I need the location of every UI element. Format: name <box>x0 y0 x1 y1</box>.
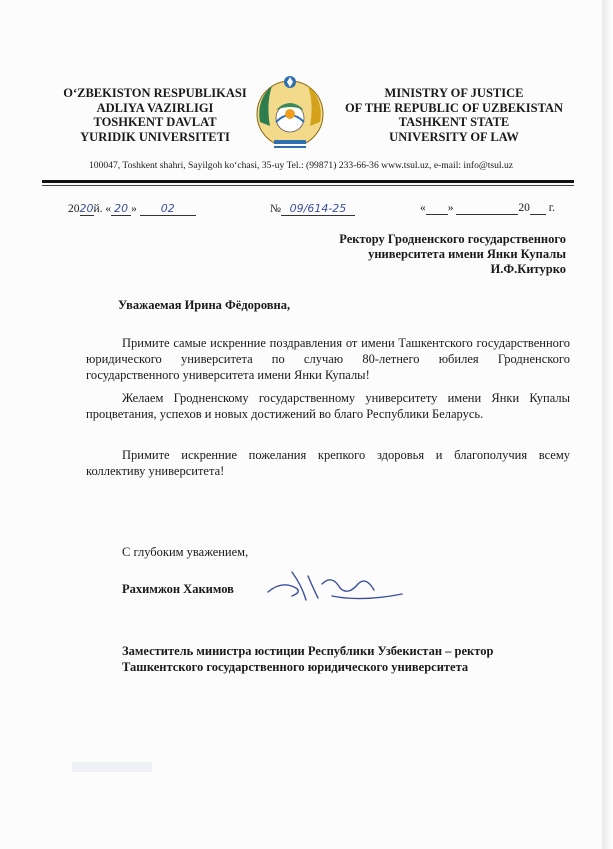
header-right-line: MINISTRY OF JUSTICE <box>384 86 524 100</box>
header-left-line: TOSHKENT DAVLAT <box>93 115 217 129</box>
body-paragraph <box>86 335 570 384</box>
number-hand: 09/614-25 <box>281 202 355 216</box>
incoming-open-quote: « <box>420 202 426 214</box>
incoming-close-quote: » <box>447 202 454 214</box>
signer-title-line: Заместитель министра юстиции Республики Узбекистан – ректор <box>122 644 494 658</box>
signer-name: Рахимжон Хакимов <box>122 582 234 596</box>
scan-edge-shadow <box>602 0 613 849</box>
header-left-block <box>40 86 270 144</box>
header-right-block <box>336 86 572 144</box>
paragraph-congratulations: Примите самые искренние поздравления от имени Ташкентского государственного юридического университета по случаю 80-летнего юбилея Гродненского государственного университета имени Янки Купалы! <box>86 336 570 383</box>
header-right-line: UNIVERSITY OF LAW <box>389 129 519 144</box>
header-left-line: ADLIYA VAZIRLIGI <box>96 100 214 115</box>
header-address: 100047, Toshkent shahri, Sayilgoh ko‘chasi, 35-uy Tel.: (99871) 233-66-36 www.tsul.uz, e-mail: info@tsul.uz <box>88 160 514 171</box>
body-paragraph <box>86 447 570 479</box>
incoming-date <box>420 202 555 215</box>
outgoing-number <box>270 202 355 216</box>
signature-icon <box>262 566 412 606</box>
paragraph-health: Примите искренние пожелания крепкого здоровья и благополучия всему коллективу университета! <box>86 448 570 479</box>
date-day-hand: 20 <box>111 202 131 216</box>
recipient-line: И.Ф.Китурко <box>490 262 566 276</box>
recipient-line: университета имени Янки Купалы <box>368 247 566 261</box>
outgoing-date <box>68 202 196 216</box>
bleed-through-stamp-icon <box>72 760 152 774</box>
incoming-year: 20 <box>518 202 530 214</box>
recipient-line: Ректору Гродненского государственного <box>339 232 566 246</box>
incoming-month-blank <box>456 202 518 215</box>
date-year-hand: 20 <box>79 202 94 215</box>
signer-title-block <box>122 643 572 675</box>
number-prefix: № <box>270 203 281 215</box>
closing-phrase: С глубоким уважением, <box>122 545 249 559</box>
date-year-suffix: й. « <box>93 203 112 215</box>
header-right-line: OF THE REPUBLIC OF UZBEKISTAN <box>344 100 564 115</box>
date-month-hand: 02 <box>140 202 196 216</box>
header-left-line: O‘ZBEKISTON RESPUBLIKASI <box>63 86 247 100</box>
incoming-year-blank <box>530 202 546 215</box>
header-left-line: YURIDIK UNIVERSITETI <box>80 129 230 144</box>
date-day-suffix: » <box>131 203 137 215</box>
recipient-block <box>250 232 566 277</box>
header-rule-thin <box>42 185 574 186</box>
body-paragraph <box>86 390 570 422</box>
header-rule-thick <box>42 180 574 183</box>
incoming-year-suffix: г. <box>548 202 556 214</box>
signer-title-line: Ташкентского государственного юридического университета <box>122 660 469 674</box>
state-emblem-icon <box>252 70 328 154</box>
header-right-line: TASHKENT STATE <box>398 115 510 129</box>
incoming-day-blank <box>426 202 448 215</box>
paragraph-wishes: Желаем Гродненскому государственному университету имени Янки Купалы процветания, успехов и новых достижений во благо Республики Беларусь. <box>86 391 570 422</box>
date-year-prefix: 20 <box>68 203 80 215</box>
salutation: Уважаемая Ирина Фёдоровна, <box>118 298 291 312</box>
